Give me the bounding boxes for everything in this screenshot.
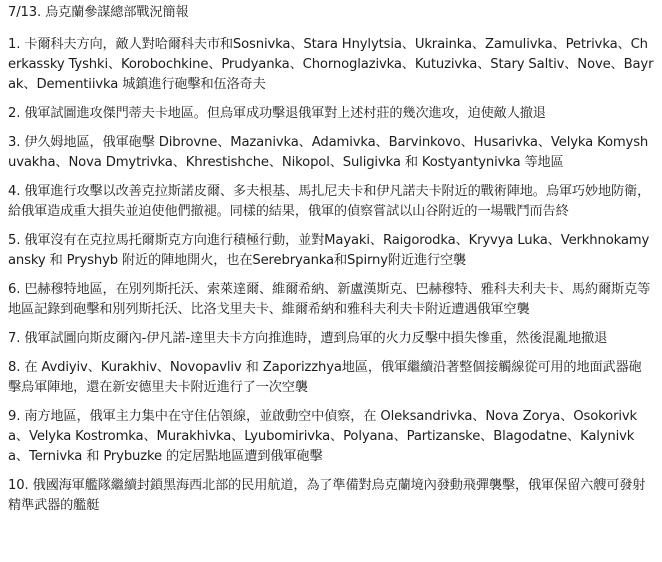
post-title: 7/13. 烏克蘭參謀總部戰況簡報 [8,5,189,20]
report-item-7: 7. 俄軍試圖向斯皮爾內-伊凡諾-達里夫卡方向推進時，遭到烏軍的火力反擊中損失慘重，然後混亂地撤退 [8,331,608,346]
report-item-9: 9. 南方地區，俄軍主力集中在守住佔領線，並啟動空中偵察，在 Oleksandrivka、Nova Zorya、Osokorivka、Velyka Kostromka、Murakhivka、Lyubomirivka、Polyana、Partizanske、Blagodatne、Kalynivka、Ternivka 和 Prybuzke 的定居點地區遭到俄軍砲擊 [8,409,638,464]
report-item-8: 8. 在 Avdiyiv、Kurakhiv、Novopavliv 和 Zaporizzhya地區，俄軍繼續沿著整個接觸線從可用的地面武器砲擊烏軍陣地，還在新安德里夫卡附近進行了一次空襲 [8,360,642,395]
report-item-3: 3. 伊久姆地區，俄軍砲擊 Dibrovne、Mazanivka、Adamivka、Barvinkovo、Husarivka、Velyka Komyshuvakha、Nova Dmytrivka、Khrestishche、Nikopol、Suligivka 和 Kostyantynivka 等地區 [8,135,649,170]
report-item-4: 4. 俄軍進行攻擊以改善克拉斯諾皮爾、多夫根基、馬扎尼夫卡和伊凡諾夫卡附近的戰術陣地。烏軍巧妙地防衛，給俄軍造成重大損失並迫使他們撤褪。同樣的結果，俄軍的偵察嘗試以山谷附近的一場戰鬥而告終 [8,184,651,219]
report-item-2: 2. 俄軍試圖進攻傑門蒂夫卡地區。但烏軍成功擊退俄軍對上述村莊的幾次進攻，迫使敵人撤退 [8,106,546,121]
report-item-5: 5. 俄軍沒有在克拉馬托爾斯克方向進行積極行動，並對Mayaki、Raigorodka、Kryvya Luka、Verkhnokamyansky 和 Pryshyb 附近的陣地開火，也在Serebryanka和Spirny附近進行空襲 [8,233,650,268]
report-item-6: 6. 巴赫穆特地區，在別列斯托沃、索萊達爾、維爾希納、新盧漢斯克、巴赫穆特、雅科夫利夫卡、馬約爾斯克等地區記錄到砲擊和別列斯托沃、比洛戈里夫卡、維爾希納和雅科夫利夫卡附近遭遇俄軍空襲 [8,282,651,317]
report-item-10: 10. 俄國海軍艦隊繼續封鎖黑海西北部的民用航道，為了準備對烏克蘭境內發動飛彈襲擊，俄軍保留六艘可發射精準武器的艦艇 [8,478,646,513]
report-item-1: 1. 卡爾科夫方向，敵人對哈爾科夫市和Sosnivka、Stara Hnylytsia、Ukrainka、Zamulivka、Petrivka、Cherkassky Tyshki、Korobochkine、Prudyanka、Chornoglazivka、Kutuzivka、Stary Saltiv、Nove、Bayrak、Dementiivka 城鎮進行砲擊和伍洛奇夫 [8,37,654,92]
